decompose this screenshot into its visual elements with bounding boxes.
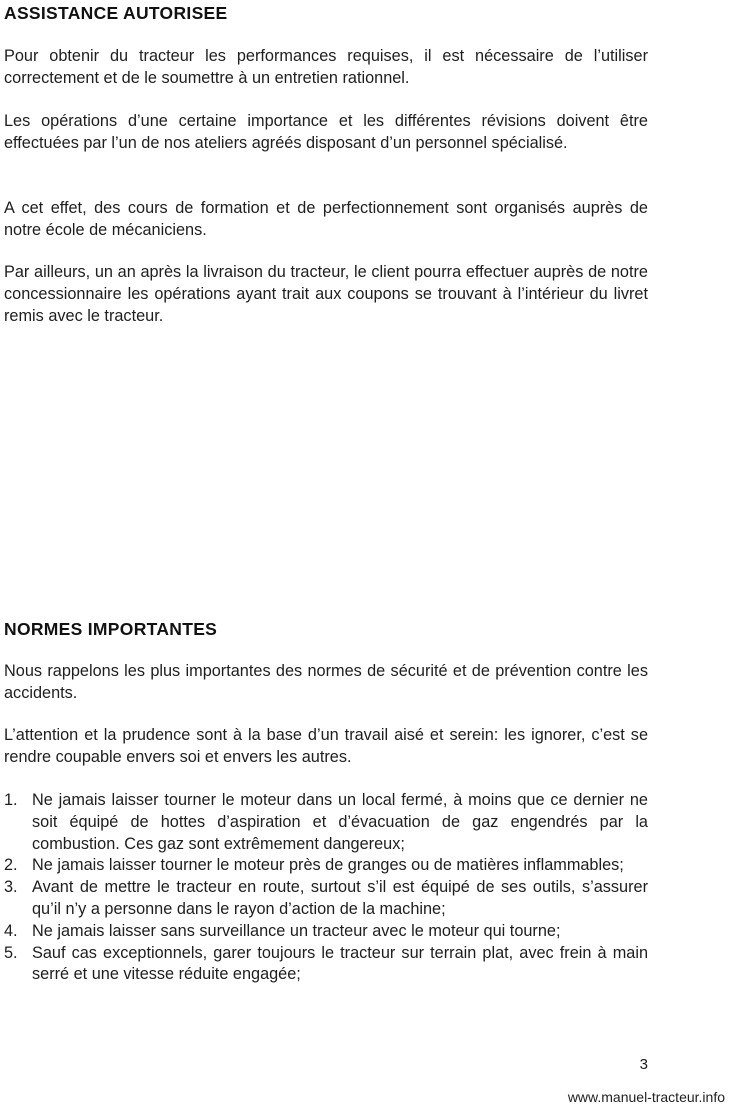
safety-rules-list [4, 790, 648, 986]
list-item [4, 877, 648, 921]
paragraph: Nous rappelons les plus importantes des normes de sécurité et de prévention contre les accidents. [4, 662, 648, 702]
list-item [4, 943, 648, 987]
list-item-number: 1. [4, 791, 18, 809]
section-title-assistance: ASSISTANCE AUTORISEE [4, 3, 228, 23]
list-item-text: Avant de mettre le tracteur en route, surtout s’il est équipé de ses outils, s’assurer qu’il n’y a personne dans le rayon d’action de la machine; [32, 878, 648, 918]
website-watermark: www.manuel-tracteur.info [567, 1089, 725, 1105]
paragraph: Pour obtenir du tracteur les performances requises, il est nécessaire de l’utiliser correctement et de le soumettre à un entretien rationnel. [4, 47, 648, 87]
list-item [4, 790, 648, 855]
list-item-text: Ne jamais laisser tourner le moteur dans un local fermé, à moins que ce dernier ne soit équipé de hottes d’aspiration et d’évacuation de gaz engendrés par la combustion. Ces gaz sont extrêmement dangereux; [32, 791, 648, 853]
paragraph: Les opérations d’une certaine importance et les différentes révisions doivent être effectuées par l’un de nos ateliers agréés disposant d’un personnel spécialisé. [4, 112, 648, 152]
section-title-normes: NORMES IMPORTANTES [4, 619, 218, 639]
list-item [4, 855, 648, 877]
page-number: 3 [639, 1056, 648, 1073]
paragraph: L’attention et la prudence sont à la base d’un travail aisé et serein: les ignorer, c’est se rendre coupable envers soi et envers les autres. [4, 726, 648, 766]
list-item-number: 2. [4, 856, 18, 875]
list-item-text: Ne jamais laisser tourner le moteur près de granges ou de matières inflammables; [32, 856, 624, 875]
list-item-number: 3. [4, 878, 18, 897]
list-item-text: Ne jamais laisser sans surveillance un tracteur avec le moteur qui tourne; [32, 921, 561, 940]
list-item [4, 921, 648, 943]
list-item-text: Sauf cas exceptionnels, garer toujours le tracteur sur terrain plat, avec frein à main serré et une vitesse réduite engagée; [32, 943, 648, 984]
list-item-number: 5. [4, 943, 18, 962]
paragraph: Par ailleurs, un an après la livraison du tracteur, le client pourra effectuer auprès de notre concessionnaire les opérations ayant trait aux coupons se trouvant à l’intérieur du livret remis avec le tracteur. [4, 263, 648, 325]
paragraph: A cet effet, des cours de formation et de perfectionnement sont organisés auprès de notre école de mécaniciens. [4, 199, 648, 239]
list-item-number: 4. [4, 921, 18, 940]
